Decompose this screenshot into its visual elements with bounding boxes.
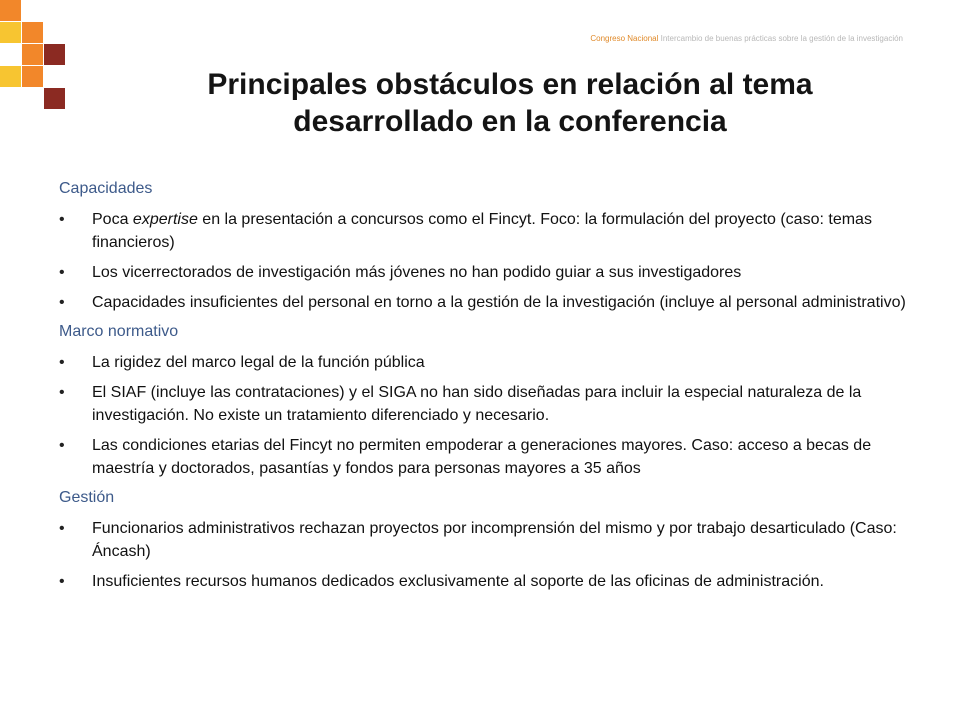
maroon-square bbox=[44, 44, 65, 65]
orange-square bbox=[22, 66, 43, 87]
conference-subtitle: Intercambio de buenas prácticas sobre la gestión de la investigación bbox=[660, 34, 903, 43]
bullet-item: • Los vicerrectorados de investigación más jóvenes no han podido guiar a sus investigadores bbox=[59, 261, 909, 284]
slide-content bbox=[59, 178, 909, 600]
bullet-text: en la presentación a concursos como el Fincyt. Foco: la formulación del proyecto (caso: temas financieros) bbox=[92, 211, 872, 251]
bullet-item: • Insuficientes recursos humanos dedicados exclusivamente al soporte de las oficinas de administración. bbox=[59, 570, 909, 593]
section-title-marco-normativo: Marco normativo bbox=[59, 323, 179, 340]
slide-title-line-2: desarrollado en la conferencia bbox=[293, 105, 727, 138]
orange-square bbox=[22, 44, 43, 65]
bullet-emphasis: expertise bbox=[132, 211, 198, 228]
bullet-item: • El SIAF (incluye las contrataciones) y el SIGA no han sido diseñadas para incluir la especial naturaleza de la investigación. No existe un tratamiento diferenciado y necesario. bbox=[59, 381, 909, 427]
bullet-item bbox=[59, 208, 909, 254]
maroon-square bbox=[44, 88, 65, 109]
slide-title bbox=[100, 66, 920, 140]
orange-square bbox=[22, 22, 43, 43]
bullet-item: • Las condiciones etarias del Fincyt no permiten empoderar a generaciones mayores. Caso: acceso a becas de maestría y doctorados, pasantías y fondos para personas mayores a 35 años bbox=[59, 434, 909, 480]
conference-brand: Congreso Nacional bbox=[590, 34, 659, 43]
bullet-text: Poca bbox=[92, 211, 133, 228]
bullet-item: • Capacidades insuficientes del personal en torno a la gestión de la investigación (incluye al personal administrativo) bbox=[59, 291, 909, 314]
slide-title-line-1: Principales obstáculos en relación al tema bbox=[207, 68, 813, 101]
decorative-square-pattern bbox=[0, 0, 70, 110]
yellow-square bbox=[0, 66, 21, 87]
conference-header bbox=[590, 34, 903, 43]
yellow-square bbox=[0, 22, 21, 43]
bullet-item: • La rigidez del marco legal de la función pública bbox=[59, 351, 909, 374]
bullet-item: • Funcionarios administrativos rechazan proyectos por incomprensión del mismo y por trabajo desarticulado (Caso: Áncash) bbox=[59, 517, 909, 563]
orange-square bbox=[0, 0, 21, 21]
section-title-gestion: Gestión bbox=[59, 489, 115, 506]
section-title-capacidades: Capacidades bbox=[59, 180, 153, 197]
